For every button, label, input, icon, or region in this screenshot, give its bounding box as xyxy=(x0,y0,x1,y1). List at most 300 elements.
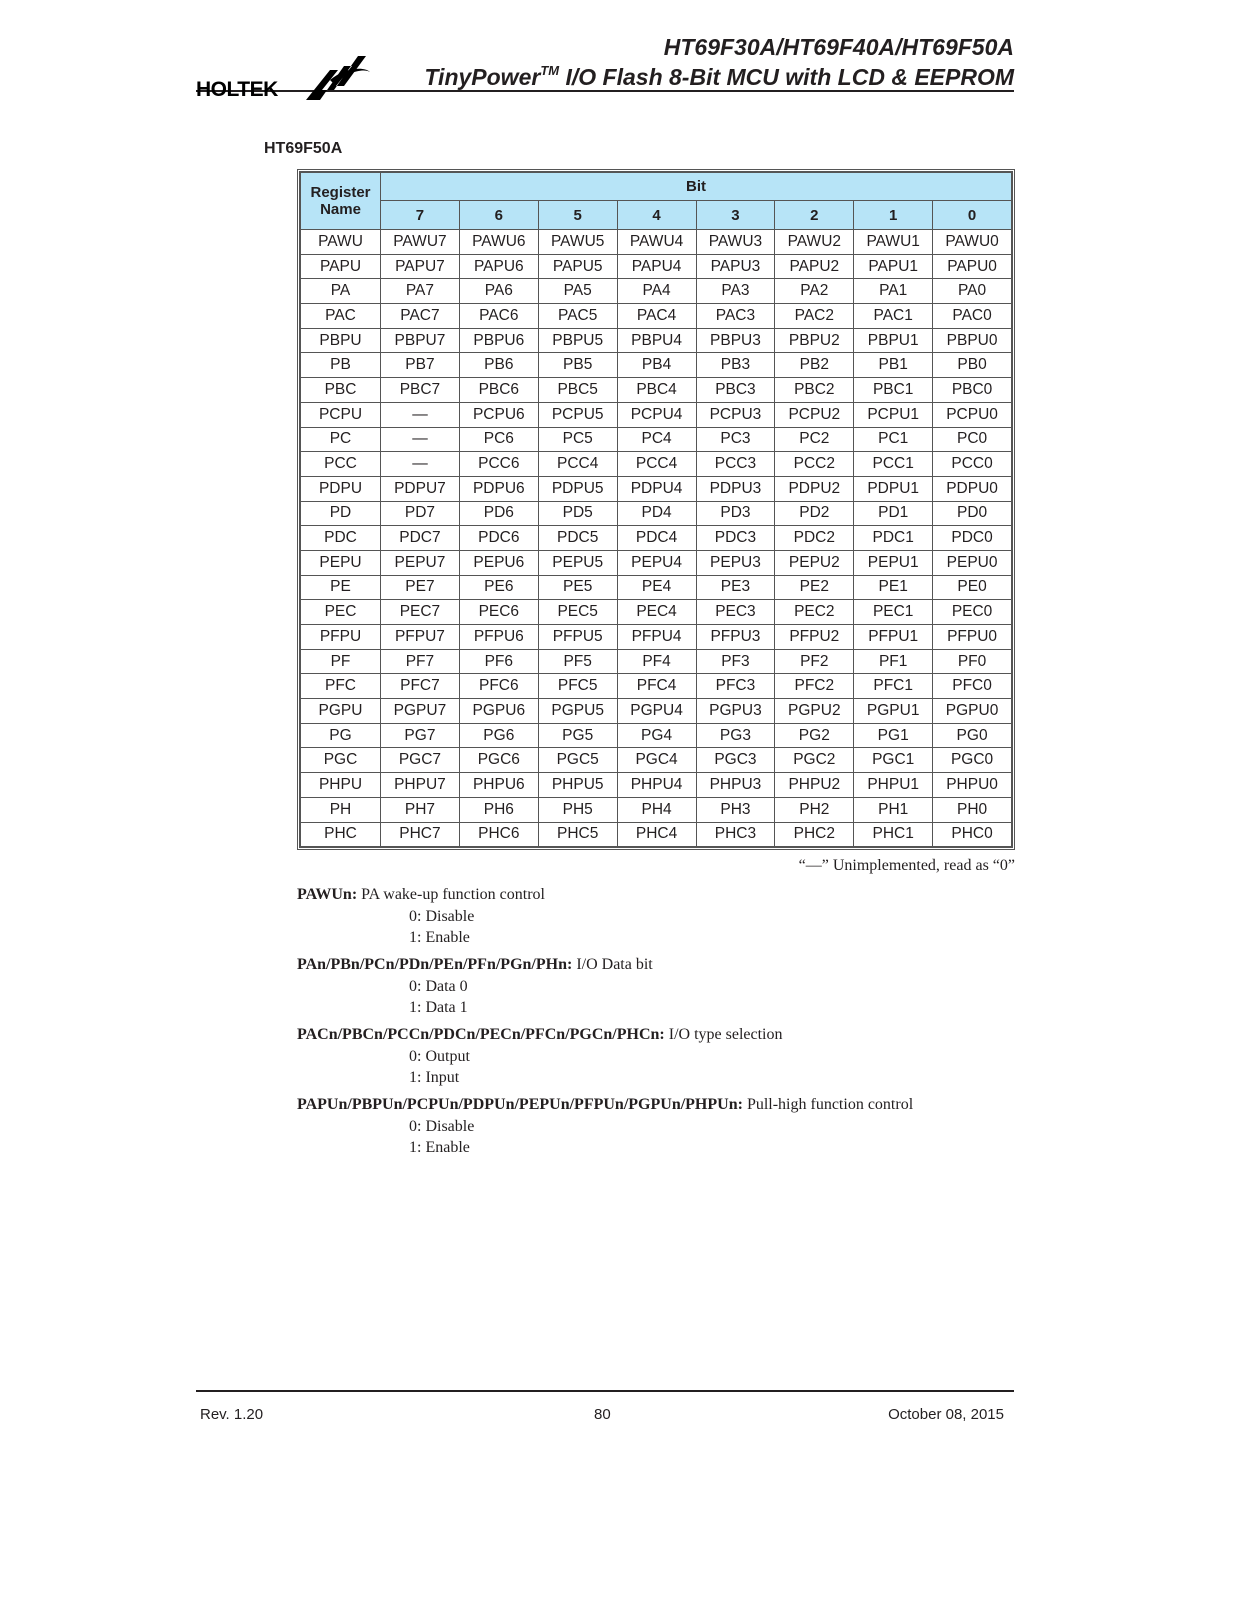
bit-cell: PB1 xyxy=(854,353,933,378)
bit-cell: PEC5 xyxy=(538,600,617,625)
bit-cell: PGPU6 xyxy=(459,699,538,724)
bit-cell: PCPU6 xyxy=(459,402,538,427)
bit-cell: PAPU3 xyxy=(696,254,775,279)
publish-date: October 08, 2015 xyxy=(888,1406,1004,1423)
bit-cell: PDC3 xyxy=(696,526,775,551)
description-option: 0: Output xyxy=(409,1047,470,1065)
bit-description xyxy=(297,1094,913,1159)
bit-cell: — xyxy=(381,402,460,427)
description-option: 0: Disable xyxy=(409,1117,475,1135)
bit-cell: PC4 xyxy=(617,427,696,452)
bit-cell: PDC5 xyxy=(538,526,617,551)
bit-cell: PEPU1 xyxy=(854,550,933,575)
bit-cell: PEPU2 xyxy=(775,550,854,575)
bit-cell: PDC7 xyxy=(381,526,460,551)
table-row xyxy=(301,550,1012,575)
table-row xyxy=(301,822,1012,847)
table-row xyxy=(301,353,1012,378)
bit-cell: PE1 xyxy=(854,575,933,600)
bit-cell: PB7 xyxy=(381,353,460,378)
register-name-cell: PBPU xyxy=(301,328,381,353)
bit-cell: PG0 xyxy=(933,723,1012,748)
bit-cell: PG6 xyxy=(459,723,538,748)
bit-cell: PFPU3 xyxy=(696,625,775,650)
bit-cell: PF6 xyxy=(459,649,538,674)
bit-number-row xyxy=(301,201,1012,230)
bit-cell: PCPU4 xyxy=(617,402,696,427)
description-option: 1: Data 1 xyxy=(409,999,468,1016)
bit-cell: PDPU5 xyxy=(538,476,617,501)
holtek-mark-icon xyxy=(300,46,372,102)
table-row xyxy=(301,328,1012,353)
bit-cell: PDPU2 xyxy=(775,476,854,501)
bit-cell: PF5 xyxy=(538,649,617,674)
description-option: 1: Enable xyxy=(409,1139,470,1156)
register-name-cell: PCC xyxy=(301,452,381,477)
bit-cell: PG5 xyxy=(538,723,617,748)
bit-cell: PAC5 xyxy=(538,304,617,329)
register-name-cell: PDC xyxy=(301,526,381,551)
bit-cell: PDC6 xyxy=(459,526,538,551)
bit-cell: PHPU4 xyxy=(617,773,696,798)
bit-cell: PDPU6 xyxy=(459,476,538,501)
bit-cell: PGC5 xyxy=(538,748,617,773)
bit-cell: PD5 xyxy=(538,501,617,526)
bit-cell: PH7 xyxy=(381,797,460,822)
bit-cell: PE0 xyxy=(933,575,1012,600)
bit-cell: PCC4 xyxy=(617,452,696,477)
register-name-cell: PFC xyxy=(301,674,381,699)
bit-cell: PBPU2 xyxy=(775,328,854,353)
bit-cell: PG2 xyxy=(775,723,854,748)
bit-cell: PAPU6 xyxy=(459,254,538,279)
register-name-cell: PFPU xyxy=(301,625,381,650)
bit-cell: PFPU6 xyxy=(459,625,538,650)
bit-cell: PFC3 xyxy=(696,674,775,699)
title-line-2 xyxy=(424,62,1014,92)
bit-cell: PGPU1 xyxy=(854,699,933,724)
bit-cell: PBPU4 xyxy=(617,328,696,353)
bit-cell: PCPU1 xyxy=(854,402,933,427)
bit-cell: PCPU2 xyxy=(775,402,854,427)
description-line xyxy=(297,1024,783,1046)
register-name-cell: PAPU xyxy=(301,254,381,279)
description-term: PAWUn: xyxy=(297,886,358,903)
bit-cell: PHC7 xyxy=(381,822,460,847)
bit-header: Bit xyxy=(381,173,1012,201)
description-line xyxy=(297,884,545,906)
bit-number-header: 3 xyxy=(696,201,775,230)
bit-cell: PHC3 xyxy=(696,822,775,847)
bit-cell: PGPU5 xyxy=(538,699,617,724)
bit-cell: PC2 xyxy=(775,427,854,452)
bit-cell: PE7 xyxy=(381,575,460,600)
register-name-cell: PDPU xyxy=(301,476,381,501)
bit-cell: PAC2 xyxy=(775,304,854,329)
table-row xyxy=(301,526,1012,551)
table-row xyxy=(301,304,1012,329)
bit-cell: PD2 xyxy=(775,501,854,526)
bit-cell: PF3 xyxy=(696,649,775,674)
bit-cell: PA1 xyxy=(854,279,933,304)
table-row xyxy=(301,748,1012,773)
bit-cell: PBPU5 xyxy=(538,328,617,353)
bit-cell: PEC7 xyxy=(381,600,460,625)
bit-cell: PCC2 xyxy=(775,452,854,477)
description-text: Pull-high function control xyxy=(742,1096,914,1113)
register-name-cell: PGPU xyxy=(301,699,381,724)
bit-cell: PHC0 xyxy=(933,822,1012,847)
bit-cell: PEPU4 xyxy=(617,550,696,575)
bit-cell: PE4 xyxy=(617,575,696,600)
bit-cell: PF7 xyxy=(381,649,460,674)
bit-cell: PF4 xyxy=(617,649,696,674)
logo-text: HOLTEK xyxy=(196,78,278,101)
table-row xyxy=(301,723,1012,748)
bit-cell: PEPU5 xyxy=(538,550,617,575)
bit-cell: PFPU0 xyxy=(933,625,1012,650)
bit-cell: PB5 xyxy=(538,353,617,378)
bit-cell: PAWU2 xyxy=(775,230,854,255)
bit-cell: PEC1 xyxy=(854,600,933,625)
bit-cell: PEC6 xyxy=(459,600,538,625)
bit-cell: PFC1 xyxy=(854,674,933,699)
bit-cell: PGC4 xyxy=(617,748,696,773)
register-name-cell: PHC xyxy=(301,822,381,847)
bit-cell: PAC7 xyxy=(381,304,460,329)
bit-number-header: 1 xyxy=(854,201,933,230)
register-name-header: Register Name xyxy=(301,173,381,230)
document-title xyxy=(424,32,1014,92)
description-option: 0: Data 0 xyxy=(409,977,468,995)
bit-cell: PHPU6 xyxy=(459,773,538,798)
bit-cell: PAWU1 xyxy=(854,230,933,255)
register-name-cell: PB xyxy=(301,353,381,378)
bit-cell: PCC1 xyxy=(854,452,933,477)
register-name-cell: PGC xyxy=(301,748,381,773)
bit-cell: PBPU3 xyxy=(696,328,775,353)
bit-cell: PFC5 xyxy=(538,674,617,699)
bit-cell: PAWU0 xyxy=(933,230,1012,255)
bit-cell: PG4 xyxy=(617,723,696,748)
table-row xyxy=(301,476,1012,501)
title-line-2-prefix: TinyPower xyxy=(424,64,541,90)
bit-cell: PFC6 xyxy=(459,674,538,699)
bit-cell: PEPU3 xyxy=(696,550,775,575)
bit-cell: PGPU3 xyxy=(696,699,775,724)
bit-cell: PAPU7 xyxy=(381,254,460,279)
page-header xyxy=(196,28,1014,101)
bit-cell: PBPU1 xyxy=(854,328,933,353)
bit-cell: PCPU5 xyxy=(538,402,617,427)
bit-cell: PGC0 xyxy=(933,748,1012,773)
bit-cell: PH0 xyxy=(933,797,1012,822)
bit-cell: PDPU3 xyxy=(696,476,775,501)
bit-cell: PH5 xyxy=(538,797,617,822)
bit-cell: PAC6 xyxy=(459,304,538,329)
register-table-frame xyxy=(297,169,1015,850)
bit-cell: — xyxy=(381,427,460,452)
bit-cell: PFC7 xyxy=(381,674,460,699)
bit-cell: PH6 xyxy=(459,797,538,822)
table-row xyxy=(301,575,1012,600)
bit-cell: PDC4 xyxy=(617,526,696,551)
bit-cell: PHC2 xyxy=(775,822,854,847)
bit-cell: PEPU6 xyxy=(459,550,538,575)
bit-cell: PEC2 xyxy=(775,600,854,625)
revision: Rev. 1.20 xyxy=(200,1406,264,1423)
bit-cell: PC6 xyxy=(459,427,538,452)
bit-number-header: 0 xyxy=(933,201,1012,230)
bit-cell: PDC1 xyxy=(854,526,933,551)
bit-cell: PCC3 xyxy=(696,452,775,477)
bit-cell: PH1 xyxy=(854,797,933,822)
bit-cell: PD7 xyxy=(381,501,460,526)
bit-cell: PEPU0 xyxy=(933,550,1012,575)
bit-cell: PG1 xyxy=(854,723,933,748)
bit-cell: PGPU4 xyxy=(617,699,696,724)
bit-cell: PCPU0 xyxy=(933,402,1012,427)
bit-cell: PG7 xyxy=(381,723,460,748)
bit-cell: PD3 xyxy=(696,501,775,526)
bit-cell: PFPU5 xyxy=(538,625,617,650)
bit-cell: PA5 xyxy=(538,279,617,304)
table-row xyxy=(301,254,1012,279)
description-line xyxy=(297,954,653,976)
bit-cell: PHPU3 xyxy=(696,773,775,798)
trademark-superscript: TM xyxy=(540,63,560,78)
description-line xyxy=(297,1094,913,1116)
register-name-cell: PH xyxy=(301,797,381,822)
bit-cell: PA0 xyxy=(933,279,1012,304)
bit-cell: PD0 xyxy=(933,501,1012,526)
bit-cell: PDC0 xyxy=(933,526,1012,551)
bit-cell: PAWU5 xyxy=(538,230,617,255)
description-term: PACn/PBCn/PCCn/PDCn/PECn/PFCn/PGCn/PHCn: xyxy=(297,1026,665,1043)
table-row xyxy=(301,600,1012,625)
bit-cell: PGPU2 xyxy=(775,699,854,724)
bit-cell: PHC1 xyxy=(854,822,933,847)
table-row xyxy=(301,378,1012,403)
bit-cell: PDPU7 xyxy=(381,476,460,501)
bit-cell: PD6 xyxy=(459,501,538,526)
register-name-cell: PG xyxy=(301,723,381,748)
register-name-cell: PHPU xyxy=(301,773,381,798)
bit-cell: PAPU1 xyxy=(854,254,933,279)
bit-cell: PFPU1 xyxy=(854,625,933,650)
description-term: PAPUn/PBPUn/PCPUn/PDPUn/PEPUn/PFPUn/PGPUn/PHPUn: xyxy=(297,1096,743,1113)
table-row xyxy=(301,402,1012,427)
bit-cell: PEC3 xyxy=(696,600,775,625)
table-row xyxy=(301,230,1012,255)
bit-cell: PF0 xyxy=(933,649,1012,674)
unimplemented-note: “—” Unimplemented, read as “0” xyxy=(798,857,1015,874)
page-footer xyxy=(196,1390,1014,1432)
bit-cell: PDC2 xyxy=(775,526,854,551)
bit-cell: PA7 xyxy=(381,279,460,304)
bit-number-header: 7 xyxy=(381,201,460,230)
bit-cell: PHC6 xyxy=(459,822,538,847)
bit-cell: PB6 xyxy=(459,353,538,378)
bit-cell: PFC0 xyxy=(933,674,1012,699)
bit-cell: PAC0 xyxy=(933,304,1012,329)
bit-cell: PD4 xyxy=(617,501,696,526)
register-name-cell: PBC xyxy=(301,378,381,403)
table-row xyxy=(301,625,1012,650)
table-row xyxy=(301,649,1012,674)
bit-cell: PBC3 xyxy=(696,378,775,403)
description-option: 1: Input xyxy=(409,1069,460,1086)
description-text: PA wake-up function control xyxy=(357,886,545,903)
holtek-logo xyxy=(196,46,376,101)
bit-cell: PDPU0 xyxy=(933,476,1012,501)
table-row xyxy=(301,501,1012,526)
bit-cell: PGPU0 xyxy=(933,699,1012,724)
table-row xyxy=(301,452,1012,477)
bit-cell: PH4 xyxy=(617,797,696,822)
bit-cell: PBC0 xyxy=(933,378,1012,403)
bit-cell: PB2 xyxy=(775,353,854,378)
register-name-cell: PAC xyxy=(301,304,381,329)
bit-cell: PBC5 xyxy=(538,378,617,403)
bit-cell: PFPU2 xyxy=(775,625,854,650)
bit-cell: PFC2 xyxy=(775,674,854,699)
description-option: 1: Enable xyxy=(409,929,470,946)
bit-cell: PA6 xyxy=(459,279,538,304)
bit-cell: PAWU6 xyxy=(459,230,538,255)
bit-description xyxy=(297,954,653,1019)
table-row xyxy=(301,699,1012,724)
bit-cell: PAPU4 xyxy=(617,254,696,279)
section-title: HT69F50A xyxy=(264,140,343,157)
bit-cell: PF2 xyxy=(775,649,854,674)
bit-cell: PHPU0 xyxy=(933,773,1012,798)
bit-cell: PC5 xyxy=(538,427,617,452)
bit-cell: PAC1 xyxy=(854,304,933,329)
bit-cell: PH3 xyxy=(696,797,775,822)
bit-cell: PB3 xyxy=(696,353,775,378)
register-name-cell: PCPU xyxy=(301,402,381,427)
bit-cell: PAWU3 xyxy=(696,230,775,255)
bit-number-header: 4 xyxy=(617,201,696,230)
bit-cell: PBC2 xyxy=(775,378,854,403)
bit-cell: PH2 xyxy=(775,797,854,822)
bit-cell: PE6 xyxy=(459,575,538,600)
bit-cell: PAPU2 xyxy=(775,254,854,279)
title-line-1: HT69F30A/HT69F40A/HT69F50A xyxy=(663,34,1014,60)
register-name-cell: PC xyxy=(301,427,381,452)
bit-cell: PHPU1 xyxy=(854,773,933,798)
bit-cell: PDPU1 xyxy=(854,476,933,501)
register-name-cell: PA xyxy=(301,279,381,304)
bit-cell: PF1 xyxy=(854,649,933,674)
bit-cell: PEPU7 xyxy=(381,550,460,575)
bit-cell: PBC6 xyxy=(459,378,538,403)
table-row xyxy=(301,427,1012,452)
bit-cell: PAWU4 xyxy=(617,230,696,255)
bit-cell: PAPU0 xyxy=(933,254,1012,279)
bit-cell: PC1 xyxy=(854,427,933,452)
bit-cell: PD1 xyxy=(854,501,933,526)
bit-number-header: 5 xyxy=(538,201,617,230)
bit-cell: PB0 xyxy=(933,353,1012,378)
bit-cell: PB4 xyxy=(617,353,696,378)
bit-description xyxy=(297,1024,783,1089)
bit-cell: PFPU4 xyxy=(617,625,696,650)
description-text: I/O Data bit xyxy=(572,956,653,973)
title-line-2-suffix: I/O Flash 8-Bit MCU with LCD & EEPROM xyxy=(559,64,1014,90)
register-table xyxy=(300,172,1012,847)
table-row xyxy=(301,773,1012,798)
register-name-cell: PD xyxy=(301,501,381,526)
bit-cell: PHPU5 xyxy=(538,773,617,798)
bit-cell: PBC4 xyxy=(617,378,696,403)
bit-cell: PHPU7 xyxy=(381,773,460,798)
description-option: 0: Disable xyxy=(409,907,475,925)
bit-cell: PCC0 xyxy=(933,452,1012,477)
bit-cell: PGC3 xyxy=(696,748,775,773)
register-name-cell: PE xyxy=(301,575,381,600)
bit-cell: PGC6 xyxy=(459,748,538,773)
bit-cell: PHC5 xyxy=(538,822,617,847)
bit-cell: PGC2 xyxy=(775,748,854,773)
bit-cell: PAPU5 xyxy=(538,254,617,279)
bit-cell: PC0 xyxy=(933,427,1012,452)
register-name-cell: PF xyxy=(301,649,381,674)
bit-cell: PCC4 xyxy=(538,452,617,477)
bit-cell: PBC1 xyxy=(854,378,933,403)
table-row xyxy=(301,797,1012,822)
bit-cell: PG3 xyxy=(696,723,775,748)
bit-number-header: 6 xyxy=(459,201,538,230)
bit-cell: PA3 xyxy=(696,279,775,304)
bit-cell: — xyxy=(381,452,460,477)
bit-cell: PBC7 xyxy=(381,378,460,403)
bit-cell: PC3 xyxy=(696,427,775,452)
bit-cell: PCPU3 xyxy=(696,402,775,427)
bit-cell: PGPU7 xyxy=(381,699,460,724)
bit-cell: PE3 xyxy=(696,575,775,600)
bit-cell: PHC4 xyxy=(617,822,696,847)
bit-cell: PA2 xyxy=(775,279,854,304)
bit-cell: PE2 xyxy=(775,575,854,600)
bit-cell: PEC4 xyxy=(617,600,696,625)
bit-cell: PFPU7 xyxy=(381,625,460,650)
bit-cell: PHPU2 xyxy=(775,773,854,798)
bit-cell: PFC4 xyxy=(617,674,696,699)
bit-cell: PBPU7 xyxy=(381,328,460,353)
bit-cell: PCC6 xyxy=(459,452,538,477)
bit-cell: PAC3 xyxy=(696,304,775,329)
bit-number-header: 2 xyxy=(775,201,854,230)
table-row xyxy=(301,279,1012,304)
bit-cell: PDPU4 xyxy=(617,476,696,501)
register-table-body xyxy=(301,230,1012,847)
bit-cell: PBPU0 xyxy=(933,328,1012,353)
register-name-cell: PEC xyxy=(301,600,381,625)
bit-cell: PEC0 xyxy=(933,600,1012,625)
page-number: 80 xyxy=(594,1406,611,1423)
bit-cell: PA4 xyxy=(617,279,696,304)
register-name-cell: PAWU xyxy=(301,230,381,255)
bit-description xyxy=(297,884,545,949)
bit-cell: PAWU7 xyxy=(381,230,460,255)
table-row xyxy=(301,674,1012,699)
description-term: PAn/PBn/PCn/PDn/PEn/PFn/PGn/PHn: xyxy=(297,956,573,973)
bit-cell: PBPU6 xyxy=(459,328,538,353)
bit-cell: PGC7 xyxy=(381,748,460,773)
bit-cell: PGC1 xyxy=(854,748,933,773)
